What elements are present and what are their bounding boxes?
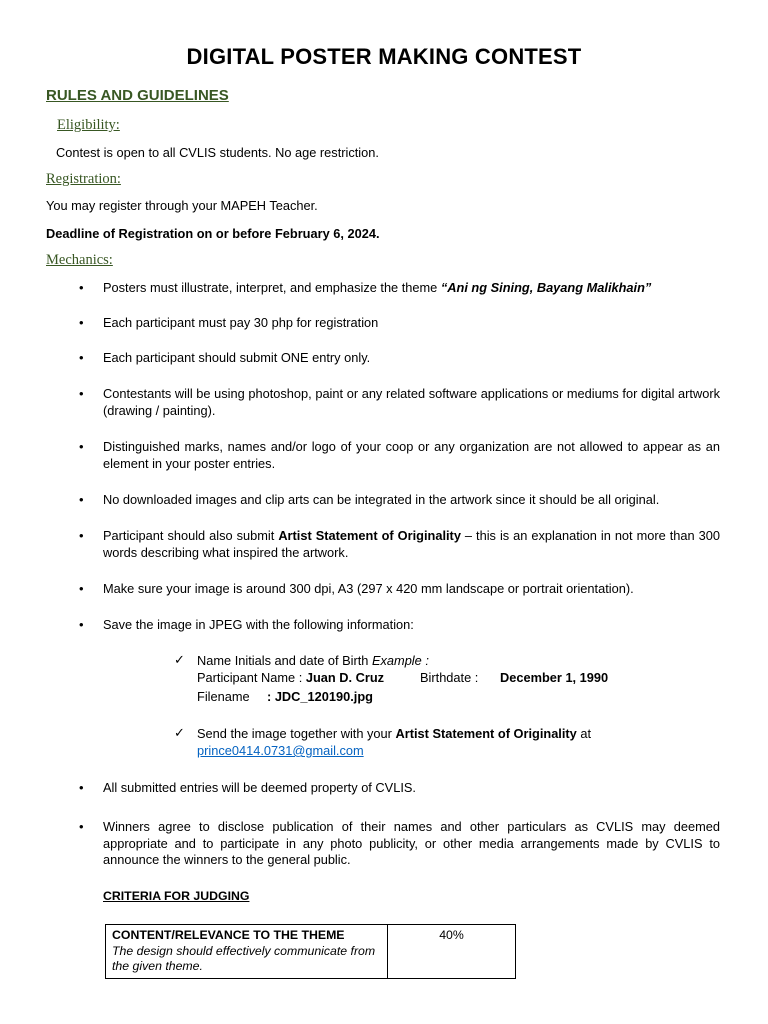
registration-text: You may register through your MAPEH Teacher. [46, 198, 318, 213]
bullet-glyph: • [79, 581, 84, 596]
birthdate-label: Birthdate : [420, 670, 479, 685]
eligibility-text: Contest is open to all CVLIS students. No age restriction. [56, 145, 379, 160]
criteria-heading: CRITERIA FOR JUDGING [103, 889, 250, 903]
criteria-percent: 40% [388, 925, 516, 979]
item-text: Posters must illustrate, interpret, and emphasize the theme [103, 280, 441, 295]
bullet-glyph: • [79, 280, 84, 295]
item-text: – this is an explanation in not more than 300 words describing what inspired the artwork. [103, 528, 720, 560]
mechanics-item [103, 280, 720, 297]
bullet-glyph: • [79, 439, 84, 454]
rules-heading: RULES AND GUIDELINES [46, 87, 229, 104]
filename-label: Filename [197, 689, 250, 704]
bullet-glyph: • [79, 780, 84, 795]
registration-deadline: Deadline of Registration on or before February 6, 2024. [46, 226, 380, 241]
email-link[interactable]: prince0414.0731@gmail.com [197, 743, 364, 758]
table-row [106, 925, 516, 979]
mechanics-item: All submitted entries will be deemed property of CVLIS. [103, 780, 416, 795]
artist-statement-text: Artist Statement of Originality [278, 528, 461, 543]
mechanics-item: Each participant must pay 30 php for registration [103, 315, 379, 330]
email-line [197, 743, 364, 760]
item-text: Participant should also submit [103, 528, 279, 543]
registration-heading: Registration: [46, 171, 121, 187]
theme-text: “Ani ng Sining, Bayang Malikhain” [440, 280, 652, 295]
birthdate-value: December 1, 1990 [500, 670, 609, 685]
mechanics-item: Save the image in JPEG with the following information: [103, 617, 414, 632]
bullet-glyph: • [79, 819, 84, 834]
criteria-cell [106, 925, 388, 979]
mechanics-item: Contestants will be using photoshop, paint or any related software applications or mediums for digital artwork (drawing / painting). [103, 386, 720, 418]
bullet-glyph: • [79, 315, 84, 330]
name-format-line: Name Initials and date of Birth Example : [197, 653, 429, 668]
bullet-glyph: • [79, 350, 84, 365]
bullet-glyph: • [79, 386, 84, 401]
mechanics-item: Winners agree to disclose publication of their names and other particulars as CVLIS may deemed appropriate and to participate in any photo publicity, or other media arrangements made by CVLIS to announce the winners to the general public. [103, 819, 720, 867]
mechanics-item: Each participant should submit ONE entry only. [103, 350, 371, 365]
mechanics-item [103, 528, 720, 561]
check-icon: ✓ [174, 725, 185, 740]
filename-value: : JDC_120190.jpg [267, 689, 373, 704]
criteria-desc: The design should effectively communicate from the given theme. [112, 943, 376, 973]
page-title: DIGITAL POSTER MAKING CONTEST [186, 44, 582, 69]
send-line: Send the image together with your Artist Statement of Originality at [197, 726, 592, 741]
criteria-table [105, 924, 516, 979]
bullet-glyph: • [79, 617, 84, 632]
mechanics-heading: Mechanics: [46, 252, 113, 268]
eligibility-heading: Eligibility: [57, 117, 120, 133]
bullet-glyph: • [79, 492, 84, 507]
bullet-glyph: • [79, 528, 84, 543]
mechanics-item: Make sure your image is around 300 dpi, A3 (297 x 420 mm landscape or portrait orientation). [103, 581, 634, 596]
check-icon: ✓ [174, 652, 185, 667]
mechanics-item: Distinguished marks, names and/or logo of your coop or any organization are not allowed to appear as an element in your poster entries. [103, 439, 720, 471]
mechanics-item: No downloaded images and clip arts can be integrated in the artwork since it should be all original. [103, 492, 660, 507]
criteria-title: CONTENT/RELEVANCE TO THE THEME [112, 928, 345, 942]
participant-name-line: Participant Name : Juan D. Cruz [197, 670, 385, 685]
